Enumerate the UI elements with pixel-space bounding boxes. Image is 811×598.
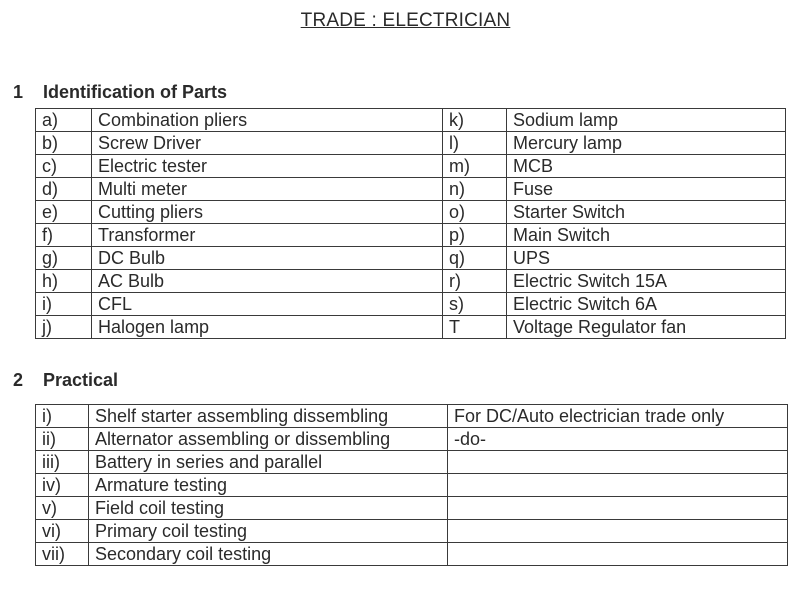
task-number: vi) <box>36 520 89 543</box>
item-letter: l) <box>443 132 507 155</box>
section-number: 2 <box>13 370 24 390</box>
section-heading-identification <box>13 82 227 103</box>
task-note: For DC/Auto electrician trade only <box>448 405 788 428</box>
item-letter: a) <box>36 109 92 132</box>
task-name: Armature testing <box>89 474 448 497</box>
page-title: TRADE : ELECTRICIAN <box>300 10 511 31</box>
item-name: Voltage Regulator fan <box>507 316 786 339</box>
table-row <box>36 497 788 520</box>
table-row <box>36 474 788 497</box>
table-row <box>36 155 786 178</box>
item-name: Electric Switch 15A <box>507 270 786 293</box>
table-row <box>36 224 786 247</box>
table-row <box>36 201 786 224</box>
section-title: Practical <box>43 370 119 390</box>
table-row <box>36 405 788 428</box>
task-name: Battery in series and parallel <box>89 451 448 474</box>
task-number: ii) <box>36 428 89 451</box>
task-note: -do- <box>448 428 788 451</box>
item-name: UPS <box>507 247 786 270</box>
item-name: Cutting pliers <box>92 201 443 224</box>
table-row <box>36 316 786 339</box>
task-note <box>448 451 788 474</box>
item-name: Transformer <box>92 224 443 247</box>
item-name: DC Bulb <box>92 247 443 270</box>
item-name: Multi meter <box>92 178 443 201</box>
item-name: Halogen lamp <box>92 316 443 339</box>
item-name: Starter Switch <box>507 201 786 224</box>
item-letter: p) <box>443 224 507 247</box>
item-name: Combination pliers <box>92 109 443 132</box>
item-name: MCB <box>507 155 786 178</box>
item-name: Sodium lamp <box>507 109 786 132</box>
parts-table-body <box>36 109 786 339</box>
task-name: Field coil testing <box>89 497 448 520</box>
item-letter: c) <box>36 155 92 178</box>
item-name: Mercury lamp <box>507 132 786 155</box>
task-name: Shelf starter assembling dissembling <box>89 405 448 428</box>
section-heading-practical <box>13 370 118 391</box>
item-letter: T <box>443 316 507 339</box>
item-letter: i) <box>36 293 92 316</box>
item-letter: q) <box>443 247 507 270</box>
item-letter: m) <box>443 155 507 178</box>
item-name: Electric tester <box>92 155 443 178</box>
item-name: Fuse <box>507 178 786 201</box>
task-name: Secondary coil testing <box>89 543 448 566</box>
task-note <box>448 474 788 497</box>
table-row <box>36 451 788 474</box>
table-row <box>36 270 786 293</box>
item-letter: o) <box>443 201 507 224</box>
item-letter: r) <box>443 270 507 293</box>
practical-table-body <box>36 405 788 566</box>
item-letter: b) <box>36 132 92 155</box>
task-number: iv) <box>36 474 89 497</box>
section-number: 1 <box>13 82 24 102</box>
section-title: Identification of Parts <box>43 82 228 102</box>
item-letter: n) <box>443 178 507 201</box>
table-row <box>36 428 788 451</box>
item-name: Electric Switch 6A <box>507 293 786 316</box>
table-row <box>36 247 786 270</box>
practical-table <box>35 404 788 566</box>
table-row <box>36 132 786 155</box>
item-letter: h) <box>36 270 92 293</box>
task-number: i) <box>36 405 89 428</box>
task-note <box>448 543 788 566</box>
task-name: Primary coil testing <box>89 520 448 543</box>
item-letter: s) <box>443 293 507 316</box>
task-note <box>448 520 788 543</box>
task-name: Alternator assembling or dissembling <box>89 428 448 451</box>
item-letter: g) <box>36 247 92 270</box>
task-number: vii) <box>36 543 89 566</box>
task-number: iii) <box>36 451 89 474</box>
item-name: AC Bulb <box>92 270 443 293</box>
parts-table <box>35 108 786 339</box>
item-name: CFL <box>92 293 443 316</box>
task-note <box>448 497 788 520</box>
table-row <box>36 109 786 132</box>
item-letter: d) <box>36 178 92 201</box>
table-row <box>36 293 786 316</box>
table-row <box>36 543 788 566</box>
item-letter: k) <box>443 109 507 132</box>
item-letter: e) <box>36 201 92 224</box>
task-number: v) <box>36 497 89 520</box>
table-row <box>36 178 786 201</box>
item-letter: j) <box>36 316 92 339</box>
table-row <box>36 520 788 543</box>
item-name: Main Switch <box>507 224 786 247</box>
item-letter: f) <box>36 224 92 247</box>
item-name: Screw Driver <box>92 132 443 155</box>
